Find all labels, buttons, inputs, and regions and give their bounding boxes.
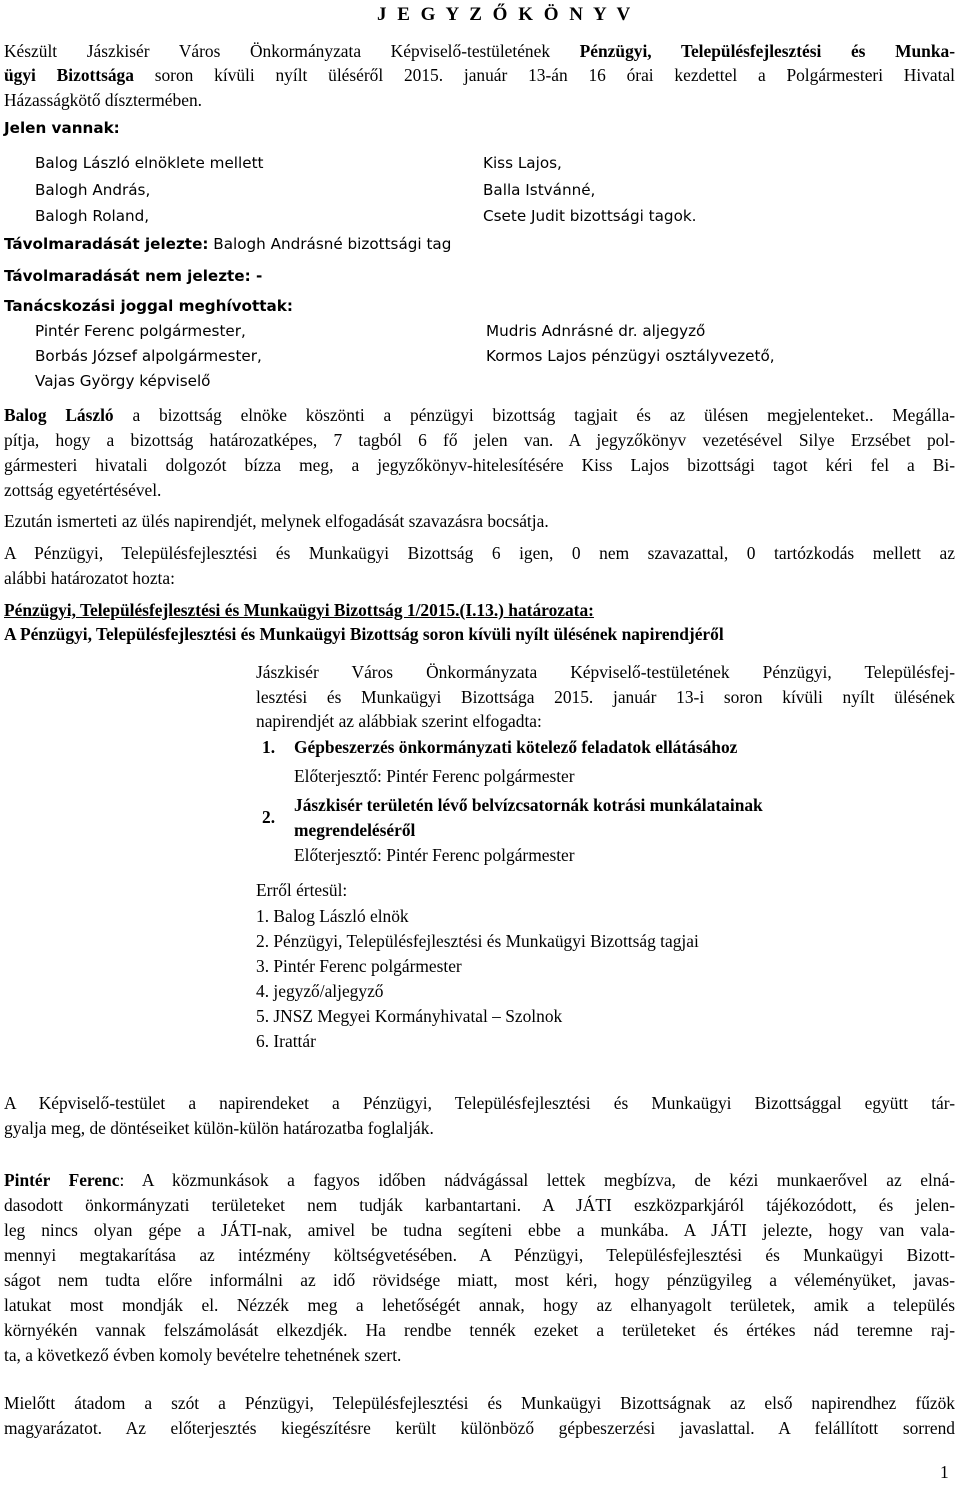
closing-line-1: Mielőtt átadom a szót a Pénzügyi, Településfejlesztési és Munkaügyi Bizottságnak az első napirendhez fűzök bbox=[4, 1393, 955, 1413]
intro-line-1 bbox=[4, 41, 955, 62]
chair-name: Balog László bbox=[4, 405, 114, 425]
agenda-item-presenter: Előterjesztő: Pintér Ferenc polgármester bbox=[294, 766, 575, 786]
absent-unannounced: Távolmaradását nem jelezte: - bbox=[4, 267, 263, 285]
notify-item: 1. Balog László elnök bbox=[256, 906, 409, 926]
present-member: Kiss Lajos, bbox=[483, 154, 562, 172]
vote-line-2: alábbi határozatot hozta: bbox=[4, 568, 175, 588]
committee-name-bold-cont: ügyi Bizottsága bbox=[4, 65, 155, 85]
agenda-item-number: 2. bbox=[262, 807, 276, 827]
present-member: Csete Judit bizottsági tagok. bbox=[483, 207, 697, 225]
page-number: 1 bbox=[940, 1462, 949, 1482]
present-member: Balla Istvánné, bbox=[483, 181, 596, 199]
present-member: Balogh András, bbox=[35, 181, 151, 199]
absent-label: Távolmaradását jelezte: bbox=[4, 235, 209, 253]
opening-text: a bizottság elnöke köszönti a pénzügyi bizottság tagjait és az ülésen megjelenteket.. Megálla- bbox=[113, 405, 955, 425]
notify-item: 2. Pénzügyi, Településfejlesztési és Munkaügyi Bizottság tagjai bbox=[256, 931, 699, 951]
invited-person: Borbás József alpolgármester, bbox=[35, 347, 262, 365]
invited-person: Pintér Ferenc polgármester, bbox=[35, 322, 246, 340]
resolution-body-line-3: napirendjét az alábbiak szerint elfogadta: bbox=[256, 711, 542, 731]
pinter-line-7: környékén vannak felszámolását elkezdjék. Ha rendbe tennék ezeket a területeket és értékes nád teremne raj- bbox=[4, 1320, 955, 1340]
pinter-line-8: ta, a következő évben komoly bevételre tehetnének szert. bbox=[4, 1345, 402, 1365]
pinter-line-5: ságot nem tudta előre informálni az idő rövidsége miatt, most kéri, hogy pénzügyileg a véleményüket, javas- bbox=[4, 1270, 955, 1290]
pinter-line-2: dasodott önkormányzati területeket nem tudják karbantartani. A JÁTI eszközparkjáról tájékozódott, és jelen- bbox=[4, 1195, 955, 1215]
intro-line-2 bbox=[4, 65, 955, 86]
agenda-item-number: 1. bbox=[262, 737, 276, 757]
vote-line-1: A Pénzügyi, Településfejlesztési és Munkaügyi Bizottság 6 igen, 0 nem szavazattal, 0 tartózkodás mellett az bbox=[4, 543, 955, 563]
absent-value: Balogh Andrásné bizottsági tag bbox=[208, 235, 452, 253]
agenda-item-title: Jászkisér területén lévő belvízcsatornák kotrási munkálatainak bbox=[294, 795, 763, 815]
speaker-name: Pintér Ferenc bbox=[4, 1170, 120, 1190]
invited-person: Mudris Adnrásné dr. aljegyző bbox=[486, 322, 706, 340]
intro-location-text: kezdettel a Polgármesteri Hivatal bbox=[653, 65, 955, 85]
pinter-text: : A közmunkások a fagyos időben nádvágással lettek megbízva, de kézi munkaerővel az elná- bbox=[119, 1170, 955, 1190]
intro-text: Készült Jászkisér Város Önkormányzata Képviselő-testületének bbox=[4, 41, 580, 61]
joint-line-1: A Képviselő-testület a napirendeket a Pénzügyi, Településfejlesztési és Munkaügyi Bizottsággal együtt tár- bbox=[4, 1093, 955, 1113]
resolution-subject: A Pénzügyi, Településfejlesztési és Munkaügyi Bizottság soron kívüli nyílt ülésének napirendjéről bbox=[4, 624, 724, 644]
present-member: Balog László elnöklete mellett bbox=[35, 154, 264, 172]
joint-line-2: gyalja meg, de döntéseiket külön-külön határozatba foglalják. bbox=[4, 1118, 434, 1138]
opening-line-4: zottság egyetértésével. bbox=[4, 480, 162, 500]
invited-person: Vajas György képviselő bbox=[35, 372, 211, 390]
agenda-item-title-cont: megrendeléséről bbox=[294, 820, 416, 840]
opening-line-1 bbox=[4, 405, 955, 426]
present-heading: Jelen vannak: bbox=[4, 119, 120, 137]
opening-line-2: pítja, hogy a bizottság határozatképes, 7 tagból 6 fő jelen van. A jegyzőkönyv vezetésével Silye Erzsébet pol- bbox=[4, 430, 955, 450]
notify-item: 3. Pintér Ferenc polgármester bbox=[256, 956, 462, 976]
resolution-body-line-1: Jászkisér Város Önkormányzata Képviselő-testületének Pénzügyi, Településfej- bbox=[256, 662, 955, 682]
pinter-line-3: leg nincs olyan gépe a JÁTI-nak, amivel be tudna segíteni ebbe a munkába. A JÁTI jelezte, hogy van vala- bbox=[4, 1220, 955, 1240]
absent-line bbox=[4, 234, 451, 255]
opening-line-3: gármesteri hivatali dolgozót bízza meg, a jegyzőkönyv-hitelesítésére Kiss Lajos bizottsági tagot kéri fel a Bi- bbox=[4, 455, 955, 475]
agenda-intro: Ezután ismerteti az ülés napirendjét, melynek elfogadását szavazásra bocsátja. bbox=[4, 511, 549, 531]
invited-person: Kormos Lajos pénzügyi osztályvezető, bbox=[486, 347, 775, 365]
pinter-line-1 bbox=[4, 1170, 955, 1191]
agenda-item-title: Gépbeszerzés önkormányzati kötelező feladatok ellátásához bbox=[294, 737, 738, 757]
pinter-line-4: mennyi megtakarítása az intézmény költségvetésében. A Pénzügyi, Településfejlesztési és Munkaügyi Bizott- bbox=[4, 1245, 955, 1265]
notify-heading: Erről értesül: bbox=[256, 880, 348, 900]
invited-heading: Tanácskozási joggal meghívottak: bbox=[4, 297, 293, 315]
closing-line-2: magyarázatot. Az előterjesztés kiegészítésre került különböző gépbeszerzési javaslattal. A felállított sorrend bbox=[4, 1418, 955, 1438]
agenda-item-presenter: Előterjesztő: Pintér Ferenc polgármester bbox=[294, 845, 575, 865]
resolution-body-line-2: lesztési és Munkaügyi Bizottsága 2015. január 13-i soron kívüli nyílt ülésének bbox=[256, 687, 955, 707]
resolution-number: Pénzügyi, Településfejlesztési és Munkaügyi Bizottság 1/2015.(I.13.) határozata: bbox=[4, 600, 594, 620]
committee-name-bold: Pénzügyi, Településfejlesztési és Munka- bbox=[579, 41, 955, 61]
notify-item: 6. Irattár bbox=[256, 1031, 316, 1051]
document-title: J E G Y Z Ő K Ö N Y V bbox=[377, 4, 634, 25]
pinter-line-6: latukat most mondják el. Nézzék meg a lehetőségét annak, hogy az elhanyagolt területek, amik a település bbox=[4, 1295, 955, 1315]
intro-line-3: Házasságkötő dísztermében. bbox=[4, 90, 202, 110]
notify-item: 4. jegyző/aljegyző bbox=[256, 981, 384, 1001]
present-member: Balogh Roland, bbox=[35, 207, 150, 225]
meeting-date-text: soron kívüli nyílt üléséről 2015. január 13-án 16 órai bbox=[154, 65, 654, 85]
notify-item: 5. JNSZ Megyei Kormányhivatal – Szolnok bbox=[256, 1006, 563, 1026]
